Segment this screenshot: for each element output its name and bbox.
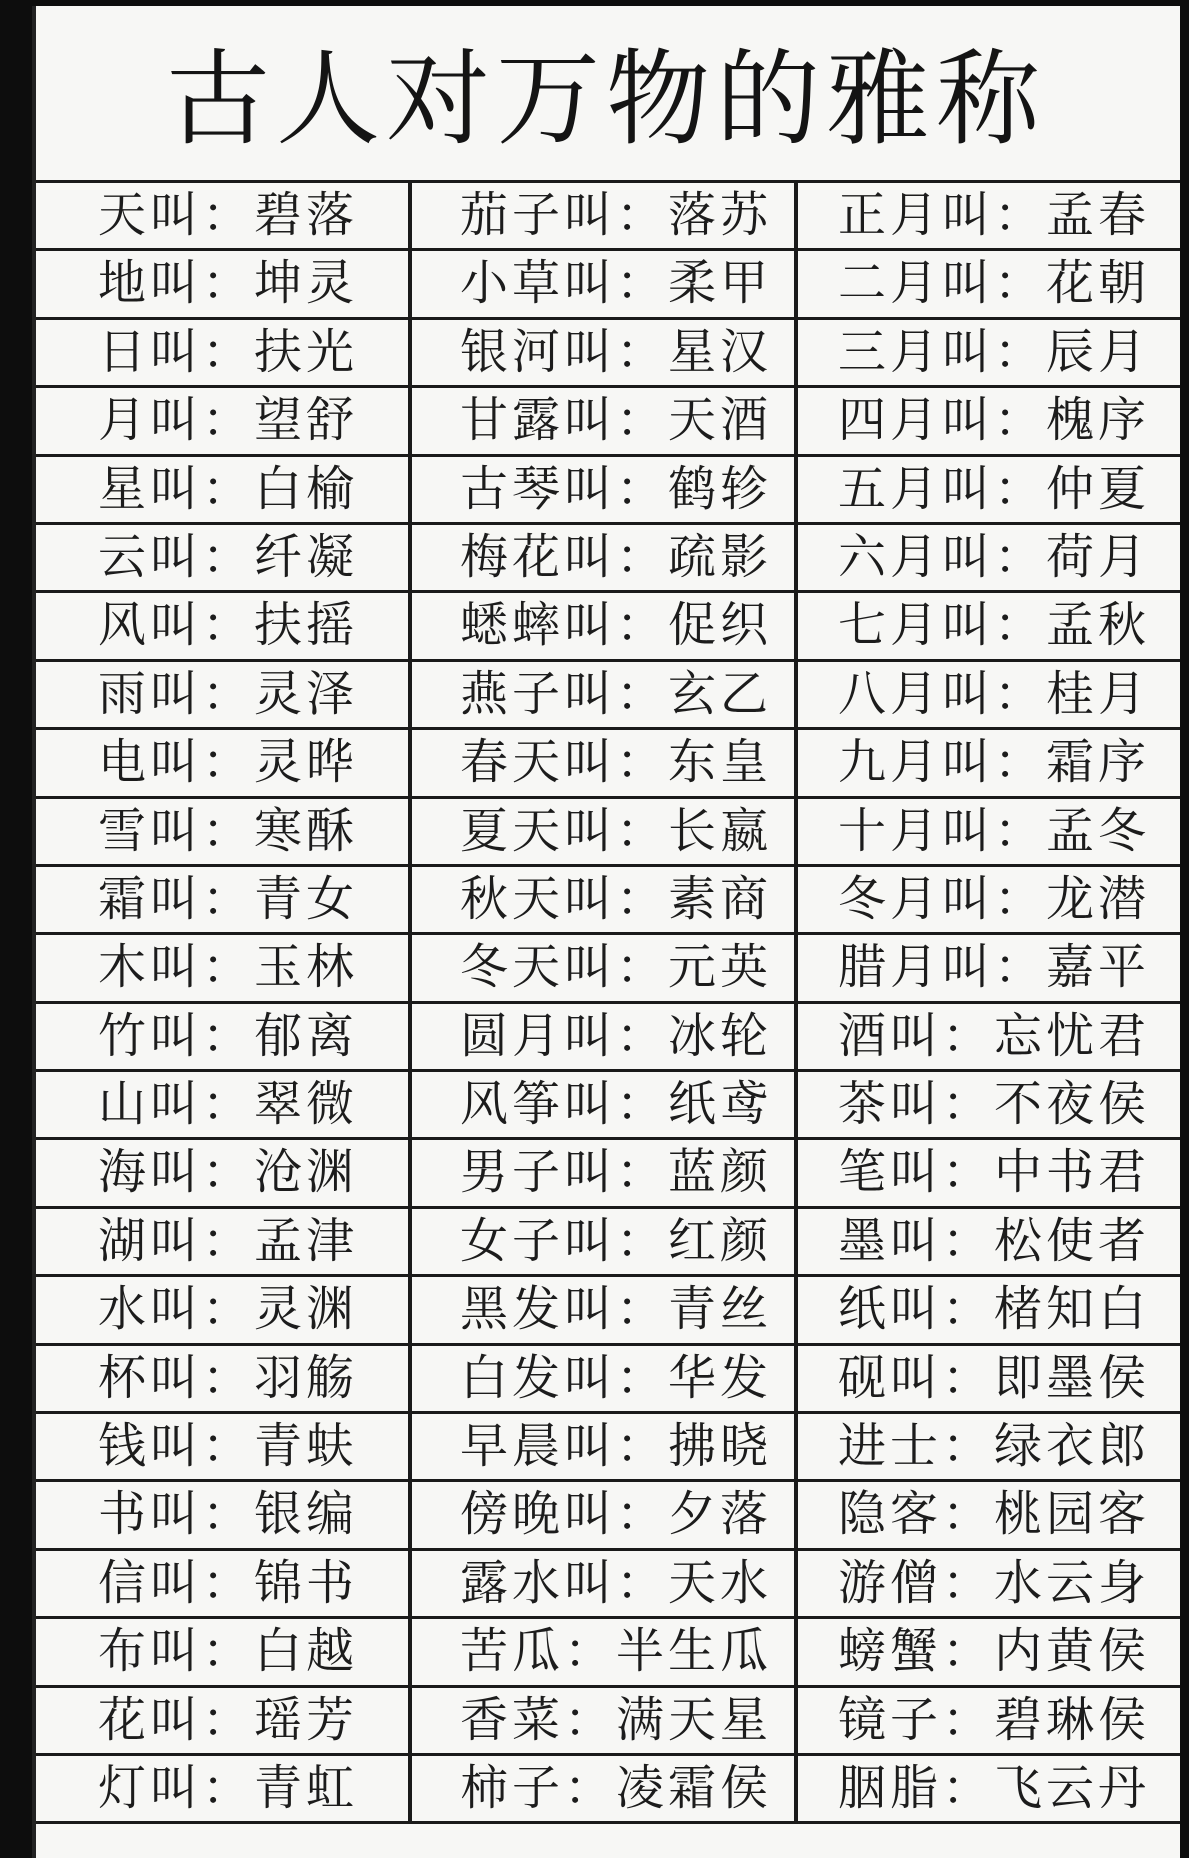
table-row [36, 1277, 1180, 1345]
table-cell: 水叫：灵渊 [36, 1277, 412, 1342]
table-cell: 九月叫：霜序 [838, 734, 1151, 791]
table-cell: 腊月叫：嘉平 [838, 939, 1151, 996]
table-cell: 日叫：扶光 [36, 320, 412, 385]
table-cell: 冬天叫：元英 [412, 935, 798, 1000]
table-cell: 梅花叫：疏影 [412, 525, 798, 590]
table-cell: 风筝叫：纸鸢 [412, 1072, 798, 1137]
table-cell: 秋天叫：素商 [412, 867, 798, 932]
table-cell: 杯叫：羽觞 [36, 1346, 412, 1411]
table-cell: 春天叫：东皇 [412, 730, 798, 795]
table-row [36, 457, 1180, 525]
page-title: 古人对万物的雅称 [165, 38, 1046, 160]
table-row [36, 1072, 1180, 1140]
table-cell: 游僧：水云身 [838, 1554, 1151, 1611]
table-cell: 布叫：白越 [36, 1619, 412, 1684]
table-row [36, 1619, 1180, 1687]
table-row [36, 1346, 1180, 1414]
table-cell: 四月叫：槐序 [838, 392, 1151, 449]
table-cell: 进士：绿衣郎 [838, 1418, 1151, 1475]
table-cell: 七月叫：孟秋 [838, 597, 1151, 654]
table-cell: 正月叫：孟春 [838, 187, 1151, 243]
table-cell: 钱叫：青蚨 [36, 1414, 412, 1479]
table-cell: 白发叫：华发 [412, 1346, 798, 1411]
table-cell: 甘露叫：天酒 [412, 388, 798, 453]
table-cell: 苦瓜：半生瓜 [412, 1619, 798, 1684]
table-cell: 燕子叫：玄乙 [412, 662, 798, 727]
table-cell: 茄子叫：落苏 [412, 183, 798, 248]
table-cell: 酒叫：忘忧君 [838, 1007, 1151, 1064]
table-row [36, 1551, 1180, 1619]
table-cell: 小草叫：柔甲 [412, 251, 798, 316]
table-row [36, 1140, 1180, 1208]
table-row [36, 730, 1180, 798]
table-cell: 地叫：坤灵 [36, 251, 412, 316]
table-cell: 男子叫：蓝颜 [412, 1140, 798, 1205]
table-cell: 天叫：碧落 [36, 183, 412, 248]
table-cell: 黑发叫：青丝 [412, 1277, 798, 1342]
table-cell: 花叫：瑶芳 [36, 1688, 412, 1753]
table-row [36, 525, 1180, 593]
table-row [36, 1482, 1180, 1550]
table-cell: 胭脂：飞云丹 [838, 1759, 1151, 1816]
table-row [36, 662, 1180, 730]
table-cell: 霜叫：青女 [36, 867, 412, 932]
table-row [36, 320, 1180, 388]
table-cell: 月叫：望舒 [36, 388, 412, 453]
table-cell: 雨叫：灵泽 [36, 662, 412, 727]
names-table [36, 180, 1180, 1824]
table-cell: 星叫：白榆 [36, 457, 412, 522]
table-cell: 六月叫：荷月 [838, 528, 1151, 585]
table-cell: 香菜：满天星 [412, 1688, 798, 1753]
table-cell: 柿子：凌霜侯 [412, 1756, 798, 1821]
table-cell: 书叫：银编 [36, 1482, 412, 1547]
table-row [36, 1688, 1180, 1756]
table-cell: 螃蟹：内黄侯 [838, 1623, 1151, 1680]
table-cell: 五月叫：仲夏 [838, 460, 1151, 517]
table-row [36, 867, 1180, 935]
table-row [36, 593, 1180, 661]
table-cell: 女子叫：红颜 [412, 1209, 798, 1274]
table-cell: 蟋蟀叫：促织 [412, 593, 798, 658]
table-cell: 二月叫：花朝 [838, 255, 1151, 312]
table-cell: 八月叫：桂月 [838, 665, 1151, 722]
table-cell: 山叫：翠微 [36, 1072, 412, 1137]
table-cell: 茶叫：不夜侯 [838, 1076, 1151, 1133]
table-cell: 露水叫：天水 [412, 1551, 798, 1616]
table-cell: 风叫：扶摇 [36, 593, 412, 658]
table-cell: 笔叫：中书君 [838, 1144, 1151, 1201]
table-cell: 银河叫：星汉 [412, 320, 798, 385]
table-cell: 古琴叫：鹤轸 [412, 457, 798, 522]
table-row [36, 1209, 1180, 1277]
table-cell: 隐客：桃园客 [838, 1486, 1151, 1543]
table-cell: 竹叫：郁离 [36, 1004, 412, 1069]
table-cell: 信叫：锦书 [36, 1551, 412, 1616]
table-row [36, 935, 1180, 1003]
table-row [36, 183, 1180, 251]
table-cell: 雪叫：寒酥 [36, 799, 412, 864]
table-cell: 夏天叫：长嬴 [412, 799, 798, 864]
paper-sheet [32, 6, 1180, 1858]
table-row [36, 1004, 1180, 1072]
table-cell: 圆月叫：冰轮 [412, 1004, 798, 1069]
table-row [36, 388, 1180, 456]
table-cell: 木叫：玉林 [36, 935, 412, 1000]
table-cell: 电叫：灵晔 [36, 730, 412, 795]
table-cell: 傍晚叫：夕落 [412, 1482, 798, 1547]
table-cell: 十月叫：孟冬 [838, 802, 1151, 859]
table-cell: 海叫：沧渊 [36, 1140, 412, 1205]
table-cell: 镜子：碧琳侯 [838, 1691, 1151, 1748]
table-cell: 灯叫：青虹 [36, 1756, 412, 1821]
table-cell: 纸叫：楮知白 [838, 1281, 1151, 1338]
table-cell: 云叫：纤凝 [36, 525, 412, 590]
table-cell: 湖叫：孟津 [36, 1209, 412, 1274]
table-cell: 墨叫：松使者 [838, 1212, 1151, 1269]
table-row [36, 799, 1180, 867]
table-row [36, 251, 1180, 319]
table-cell: 砚叫：即墨侯 [838, 1349, 1151, 1406]
table-row [36, 1414, 1180, 1482]
table-cell: 早晨叫：拂晓 [412, 1414, 798, 1479]
table-row [36, 1756, 1180, 1824]
table-cell: 三月叫：辰月 [838, 323, 1151, 380]
table-cell: 冬月叫：龙潜 [838, 870, 1151, 927]
